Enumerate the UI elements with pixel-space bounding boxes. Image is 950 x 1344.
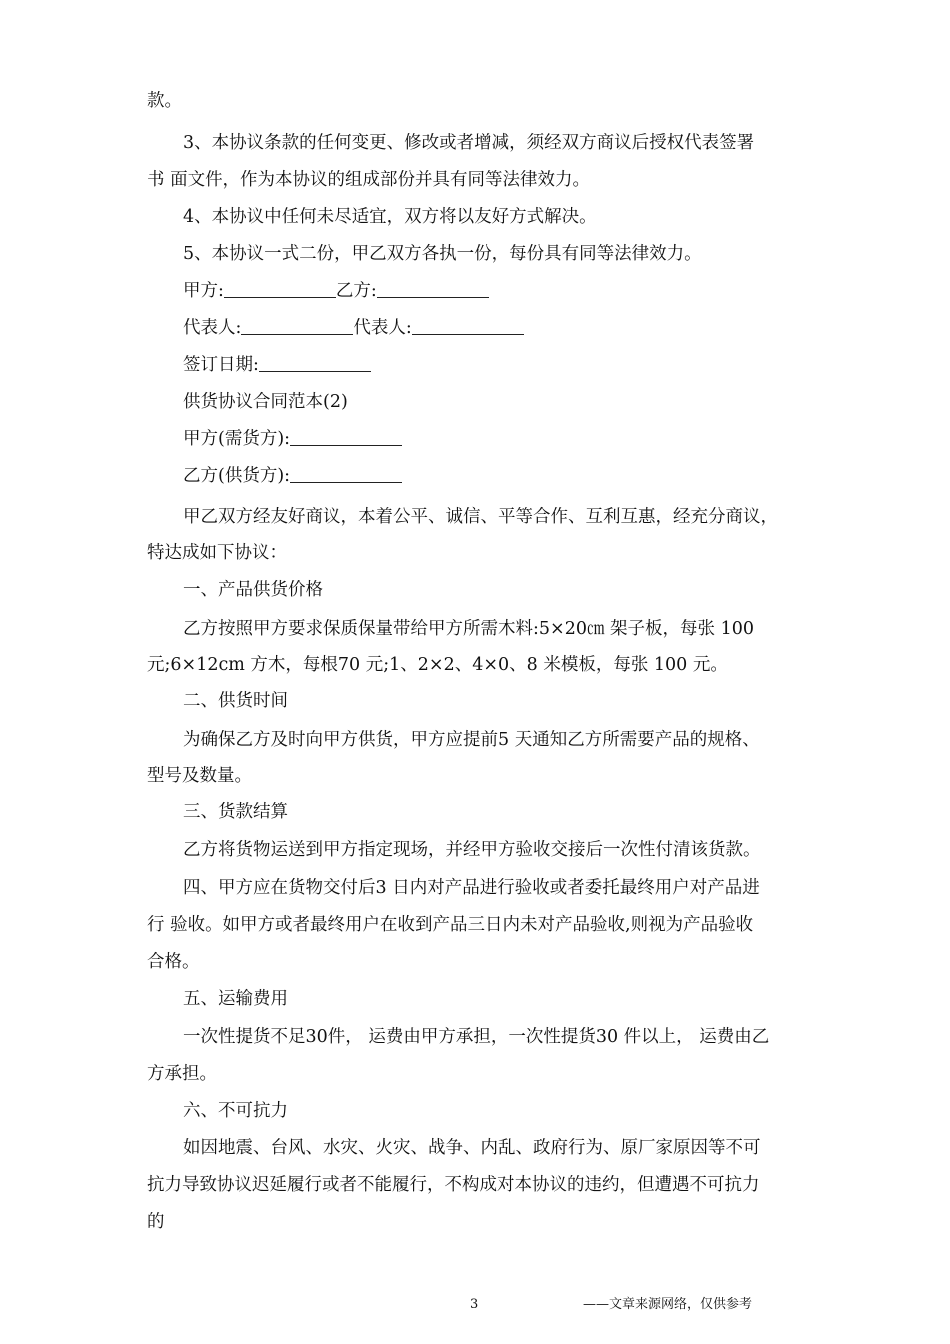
signing-date-blank [259,353,371,372]
section-title: 供货协议合同范本(2) [183,392,348,412]
text-line: 方承担。 [147,1064,217,1084]
rep-b-label: 代表人: [353,318,412,338]
text-line: 合格。 [147,952,200,972]
section-heading: 一、产品供货价格 [183,580,323,600]
text-line: 型号及数量。 [147,766,252,786]
text-line: 如因地震、台风、水灾、火灾、战争、内乱、政府行为、原厂家原因等不可 [183,1138,761,1158]
signature-line-representatives [183,316,863,340]
text-line: 4、本协议中任何未尽适宜，双方将以友好方式解决。 [183,207,597,227]
text-line: 的 [147,1212,165,1232]
page-number: 3 [470,1297,479,1312]
signature-line-parties [183,279,863,303]
rep-a-label: 代表人: [183,318,242,338]
text-line: 元;6×12cm 方木，每根70 元;1、2×2、4×0、8 米模板，每张 100 元。 [147,655,728,675]
text-line: 乙方将货物运送到甲方指定现场，并经甲方验收交接后一次性付清该货款。 [183,840,761,860]
section-heading: 二、供货时间 [183,691,288,711]
buyer-line [183,427,863,451]
rep-b-blank [412,316,524,335]
text-line: 行 验收。如甲方或者最终用户在收到产品三日内未对产品验收,则视为产品验收 [147,915,754,935]
text-line: 3、本协议条款的任何变更、修改或者增减，须经双方商议后授权代表签署 [183,133,755,153]
section-heading: 六、不可抗力 [183,1101,288,1121]
party-b-blank [377,279,489,298]
section-heading: 三、货款结算 [183,802,288,822]
text-line: 四、甲方应在货物交付后3 日内对产品进行验收或者委托最终用户对产品进 [183,878,760,898]
text-line: 5、本协议一式二份，甲乙双方各执一份，每份具有同等法律效力。 [183,244,702,264]
signing-date-line [183,353,863,377]
supplier-line [183,464,863,488]
text-line: 抗力导致协议迟延履行或者不能履行，不构成对本协议的违约，但遭遇不可抗力 [147,1175,760,1195]
text-line: 一次性提货不足30件， 运费由甲方承担，一次性提货30 件以上， 运费由乙 [183,1027,770,1047]
supplier-label: 乙方(供货方): [183,466,291,486]
text-line: 特达成如下协议： [147,543,287,563]
source-note: ——文章来源网络，仅供参考 [583,1297,753,1312]
party-a-blank [224,279,336,298]
text-line: 书 面文件，作为本协议的组成部份并具有同等法律效力。 [147,170,591,190]
buyer-blank [290,427,402,446]
party-a-label: 甲方: [183,281,224,301]
text-line: 甲乙双方经友好商议，本着公平、诚信、平等合作、互利互惠，经充分商议， [183,507,778,527]
text-line: 款。 [147,91,182,111]
buyer-label: 甲方(需货方): [183,429,291,449]
rep-a-blank [241,316,353,335]
party-b-label: 乙方: [335,281,377,301]
supplier-blank [290,464,402,483]
text-line: 为确保乙方及时向甲方供货，甲方应提前5 天通知乙方所需要产品的规格、 [183,730,760,750]
section-heading: 五、运输费用 [183,989,288,1009]
signing-date-label: 签订日期: [183,355,259,375]
text-line: 乙方按照甲方要求保质保量带给甲方所需木料:5×20㎝ 架子板，每张 100 [183,619,754,639]
